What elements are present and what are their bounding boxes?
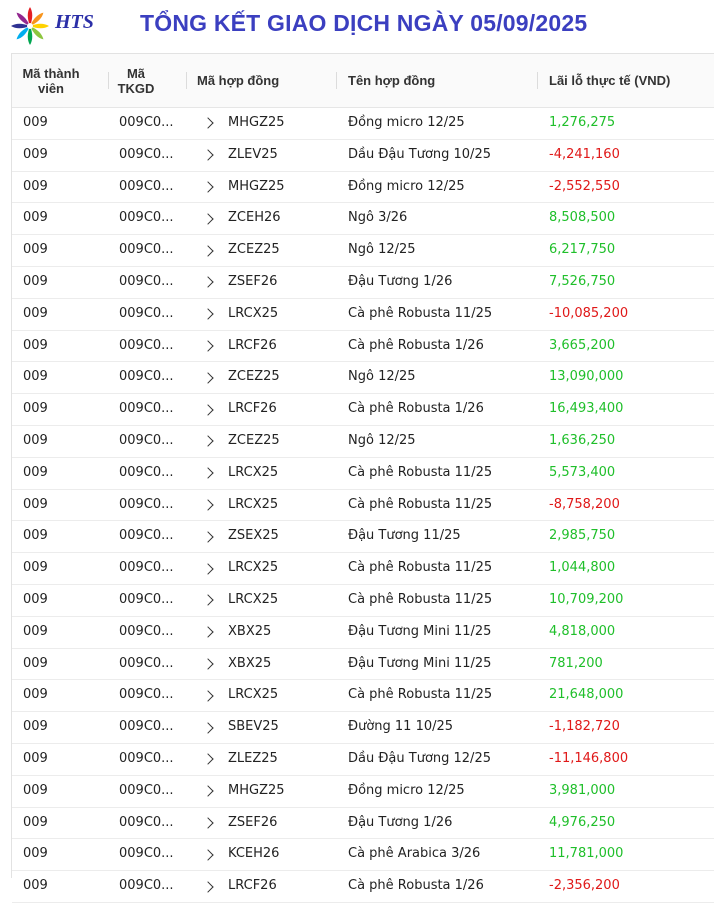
contract-name: Đường 11 10/25: [348, 719, 454, 735]
table-row[interactable]: [12, 172, 714, 204]
contract-code: LRCX25: [228, 687, 279, 703]
contract-code: MHGZ25: [228, 178, 285, 194]
pnl-value: 4,818,000: [549, 623, 616, 639]
member-code: 009: [23, 719, 48, 735]
pnl-value: 5,573,400: [549, 464, 616, 480]
contract-name: Đồng micro 12/25: [348, 782, 465, 798]
table-row[interactable]: [12, 362, 714, 394]
account-code: 009C0...: [119, 782, 174, 798]
account-code: 009C0...: [119, 687, 174, 703]
chevron-right-icon[interactable]: [201, 553, 215, 584]
chevron-right-icon[interactable]: [201, 426, 215, 457]
account-code: 009C0...: [119, 337, 174, 353]
pnl-value: 21,648,000: [549, 687, 624, 703]
column-separator[interactable]: [336, 72, 337, 89]
contract-code: ZCEH26: [228, 210, 281, 226]
account-code: 009C0...: [119, 623, 174, 639]
pnl-value: -10,085,200: [549, 305, 629, 321]
chevron-right-icon[interactable]: [201, 617, 215, 648]
chevron-right-icon[interactable]: [201, 808, 215, 839]
column-header-contract-code[interactable]: Mã hợp đồng: [197, 73, 280, 88]
contract-code: ZSEF26: [228, 814, 278, 830]
member-code: 009: [23, 687, 48, 703]
contract-name: Đồng micro 12/25: [348, 178, 465, 194]
column-header-member[interactable]: Mã thành viên: [22, 65, 80, 96]
contract-code: LRCF26: [228, 401, 277, 417]
account-code: 009C0...: [119, 432, 174, 448]
member-code: 009: [23, 623, 48, 639]
contract-name: Đậu Tương 1/26: [348, 273, 453, 289]
column-separator[interactable]: [537, 72, 538, 89]
chevron-right-icon[interactable]: [201, 585, 215, 616]
account-code: 009C0...: [119, 750, 174, 766]
chevron-right-icon[interactable]: [201, 776, 215, 807]
contract-code: KCEH26: [228, 846, 280, 862]
table-row[interactable]: [12, 490, 714, 522]
report-header: [0, 0, 713, 52]
table-row[interactable]: [12, 617, 714, 649]
contract-name: Cà phê Arabica 3/26: [348, 846, 481, 862]
table-row[interactable]: [12, 776, 714, 808]
account-code: 009C0...: [119, 496, 174, 512]
column-separator[interactable]: [108, 72, 109, 89]
pnl-value: -2,356,200: [549, 878, 620, 894]
pnl-value: 13,090,000: [549, 369, 624, 385]
table-row[interactable]: [12, 458, 714, 490]
chevron-right-icon[interactable]: [201, 712, 215, 743]
contract-code: MHGZ25: [228, 115, 285, 130]
contract-name: Dầu Đậu Tương 12/25: [348, 750, 491, 766]
pnl-value: 1,276,275: [549, 115, 616, 130]
member-code: 009: [23, 496, 48, 512]
account-code: 009C0...: [119, 242, 174, 258]
member-code: 009: [23, 464, 48, 480]
member-code: 009: [23, 210, 48, 226]
contract-code: ZCEZ25: [228, 369, 280, 385]
pnl-value: 1,636,250: [549, 432, 616, 448]
table-row[interactable]: [12, 871, 714, 903]
account-code: 009C0...: [119, 719, 174, 735]
member-code: 009: [23, 878, 48, 894]
page-title: TỔNG KẾT GIAO DỊCH NGÀY 05/09/2025: [140, 10, 588, 36]
account-code: 009C0...: [119, 560, 174, 576]
account-code: 009C0...: [119, 401, 174, 417]
contract-code: ZCEZ25: [228, 432, 280, 448]
member-code: 009: [23, 337, 48, 353]
contract-name: Dầu Đậu Tương 10/25: [348, 146, 491, 162]
table-row[interactable]: [12, 267, 714, 299]
account-code: 009C0...: [119, 846, 174, 862]
chevron-right-icon[interactable]: [201, 490, 215, 521]
table-row[interactable]: [12, 108, 714, 140]
column-header-account[interactable]: Mã TKGD: [117, 65, 155, 96]
table-row[interactable]: [12, 649, 714, 681]
pnl-value: -1,182,720: [549, 719, 620, 735]
pnl-value: 11,781,000: [549, 846, 624, 862]
contract-name: Ngô 12/25: [348, 369, 416, 385]
pnl-value: -2,552,550: [549, 178, 620, 194]
member-code: 009: [23, 782, 48, 798]
member-code: 009: [23, 655, 48, 671]
member-code: 009: [23, 401, 48, 417]
chevron-right-icon[interactable]: [201, 521, 215, 552]
logo-text: HTS: [55, 11, 94, 33]
table-row[interactable]: [12, 299, 714, 331]
contract-name: Cà phê Robusta 11/25: [348, 305, 493, 321]
chevron-right-icon[interactable]: [201, 299, 215, 330]
contract-name: Cà phê Robusta 1/26: [348, 878, 484, 894]
table-row[interactable]: [12, 553, 714, 585]
member-code: 009: [23, 432, 48, 448]
account-code: 009C0...: [119, 178, 174, 194]
account-code: 009C0...: [119, 146, 174, 162]
contract-code: MHGZ25: [228, 782, 285, 798]
member-code: 009: [23, 750, 48, 766]
pnl-value: 6,217,750: [549, 242, 616, 258]
member-code: 009: [23, 846, 48, 862]
account-code: 009C0...: [119, 878, 174, 894]
contract-name: Cà phê Robusta 1/26: [348, 337, 484, 353]
pnl-value: -8,758,200: [549, 496, 620, 512]
pnl-value: 4,976,250: [549, 814, 616, 830]
contract-name: Ngô 12/25: [348, 432, 416, 448]
chevron-right-icon[interactable]: [201, 458, 215, 489]
contract-code: ZCEZ25: [228, 242, 280, 258]
member-code: 009: [23, 115, 48, 130]
chevron-right-icon[interactable]: [201, 331, 215, 362]
contract-name: Cà phê Robusta 11/25: [348, 687, 493, 703]
pnl-value: 7,526,750: [549, 273, 616, 289]
contract-name: Đậu Tương 11/25: [348, 528, 461, 544]
chevron-right-icon[interactable]: [201, 680, 215, 711]
account-code: 009C0...: [119, 305, 174, 321]
trades-table: [11, 53, 714, 894]
account-code: 009C0...: [119, 591, 174, 607]
account-code: 009C0...: [119, 464, 174, 480]
table-row[interactable]: [12, 680, 714, 712]
chevron-right-icon[interactable]: [201, 649, 215, 680]
contract-code: LRCF26: [228, 337, 277, 353]
contract-code: SBEV25: [228, 719, 279, 735]
contract-code: LRCX25: [228, 591, 279, 607]
member-code: 009: [23, 273, 48, 289]
table-row[interactable]: [12, 235, 714, 267]
member-code: 009: [23, 242, 48, 258]
table-row[interactable]: [12, 331, 714, 363]
contract-code: ZSEX25: [228, 528, 279, 544]
pnl-value: 16,493,400: [549, 401, 624, 417]
table-row[interactable]: [12, 808, 714, 840]
contract-code: LRCF26: [228, 878, 277, 894]
member-code: 009: [23, 305, 48, 321]
pnl-value: 2,985,750: [549, 528, 616, 544]
table-row[interactable]: [12, 744, 714, 776]
table-row[interactable]: [12, 394, 714, 426]
member-code: 009: [23, 146, 48, 162]
pnl-value: 781,200: [549, 655, 603, 671]
chevron-right-icon[interactable]: [201, 108, 215, 139]
contract-code: ZLEV25: [228, 146, 278, 162]
member-code: 009: [23, 178, 48, 194]
chevron-right-icon[interactable]: [201, 140, 215, 171]
contract-name: Cà phê Robusta 11/25: [348, 591, 493, 607]
member-code: 009: [23, 369, 48, 385]
account-code: 009C0...: [119, 814, 174, 830]
contract-code: LRCX25: [228, 560, 279, 576]
contract-name: Cà phê Robusta 11/25: [348, 496, 493, 512]
chevron-right-icon[interactable]: [201, 871, 215, 902]
contract-name: Đậu Tương Mini 11/25: [348, 655, 492, 671]
chevron-right-icon[interactable]: [201, 267, 215, 298]
contract-name: Đậu Tương Mini 11/25: [348, 623, 492, 639]
account-code: 009C0...: [119, 210, 174, 226]
pnl-value: 10,709,200: [549, 591, 624, 607]
member-code: 009: [23, 560, 48, 576]
contract-name: Ngô 3/26: [348, 210, 408, 226]
table-row[interactable]: [12, 521, 714, 553]
table-row[interactable]: [12, 203, 714, 235]
column-header-contract-name[interactable]: Tên hợp đồng: [348, 73, 436, 88]
table-row[interactable]: [12, 712, 714, 744]
account-code: 009C0...: [119, 115, 174, 130]
table-row[interactable]: [12, 140, 714, 172]
account-code: 009C0...: [119, 655, 174, 671]
member-code: 009: [23, 528, 48, 544]
contract-code: XBX25: [228, 623, 272, 639]
chevron-right-icon[interactable]: [201, 235, 215, 266]
account-code: 009C0...: [119, 273, 174, 289]
contract-code: ZLEZ25: [228, 750, 278, 766]
column-separator[interactable]: [186, 72, 187, 89]
pnl-value: -4,241,160: [549, 146, 620, 162]
table-row[interactable]: [12, 839, 714, 871]
chevron-right-icon[interactable]: [201, 172, 215, 203]
pnl-value: 3,665,200: [549, 337, 616, 353]
pnl-value: 3,981,000: [549, 782, 616, 798]
contract-name: Đậu Tương 1/26: [348, 814, 453, 830]
hts-logo-icon: [8, 4, 52, 48]
table-row[interactable]: [12, 585, 714, 617]
chevron-right-icon[interactable]: [201, 839, 215, 870]
contract-code: LRCX25: [228, 496, 279, 512]
chevron-right-icon[interactable]: [201, 203, 215, 234]
contract-code: ZSEF26: [228, 273, 278, 289]
contract-code: XBX25: [228, 655, 272, 671]
column-header-pnl[interactable]: Lãi lỗ thực tế (VND): [549, 73, 671, 88]
contract-name: Cà phê Robusta 11/25: [348, 560, 493, 576]
contract-name: Ngô 12/25: [348, 242, 416, 258]
chevron-right-icon[interactable]: [201, 744, 215, 775]
table-body: [12, 108, 714, 903]
account-code: 009C0...: [119, 369, 174, 385]
contract-name: Cà phê Robusta 11/25: [348, 464, 493, 480]
pnl-value: 1,044,800: [549, 560, 616, 576]
member-code: 009: [23, 814, 48, 830]
pnl-value: 8,508,500: [549, 210, 616, 226]
table-row[interactable]: [12, 426, 714, 458]
contract-code: LRCX25: [228, 305, 279, 321]
contract-name: Cà phê Robusta 1/26: [348, 401, 484, 417]
table-header: [12, 54, 714, 108]
member-code: 009: [23, 591, 48, 607]
chevron-right-icon[interactable]: [201, 362, 215, 393]
chevron-right-icon[interactable]: [201, 394, 215, 425]
contract-name: Đồng micro 12/25: [348, 115, 465, 130]
contract-code: LRCX25: [228, 464, 279, 480]
account-code: 009C0...: [119, 528, 174, 544]
pnl-value: -11,146,800: [549, 750, 629, 766]
